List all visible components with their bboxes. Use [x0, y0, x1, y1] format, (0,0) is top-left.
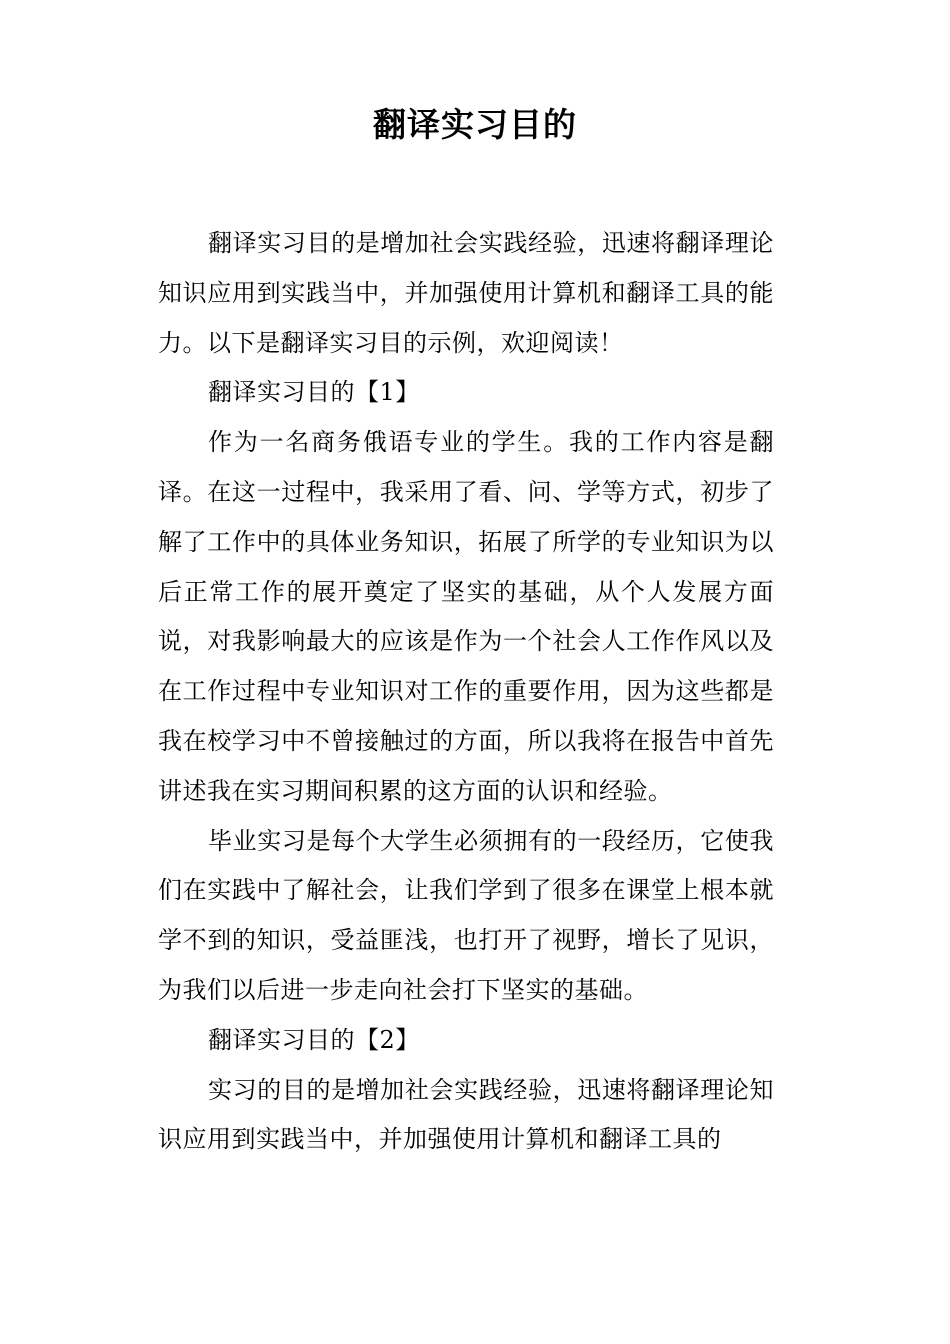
section-heading-2: 翻译实习目的【2】 [208, 1025, 420, 1054]
section-1-paragraph-1: 作为一名商务俄语专业的学生。我的工作内容是翻译。在这一过程中，我采用了看、问、学等方式，初步了解了工作中的具体业务知识，拓展了所学的专业知识为以后正常工作的展开奠定了坚实的基础，从个人发展方面说，对我影响最大的应该是作为一个社会人工作作风以及在工作过程中专业知识对工作的重要作用，因为这些都是我在校学习中不曾接触过的方面，所以我将在报告中首先讲述我在实习期间积累的这方面的认识和经验。 [158, 428, 774, 805]
document-body [158, 219, 774, 1165]
document-title: 翻译实习目的 [373, 105, 577, 144]
section-2-paragraph-1: 实习的目的是增加社会实践经验，迅速将翻译理论知识应用到实践当中，并加强使用计算机和翻译工具的 [158, 1075, 774, 1154]
section-1-paragraph-2: 毕业实习是每个大学生必须拥有的一段经历，它使我们在实践中了解社会，让我们学到了很多在课堂上根本就学不到的知识，受益匪浅，也打开了视野，增长了见识，为我们以后进一步走向社会打下坚实的基础。 [158, 826, 774, 1004]
intro-paragraph: 翻译实习目的是增加社会实践经验，迅速将翻译理论知识应用到实践当中，并加强使用计算机和翻译工具的能力。以下是翻译实习目的示例，欢迎阅读！ [158, 229, 774, 357]
section-heading-1: 翻译实习目的【1】 [208, 378, 420, 407]
